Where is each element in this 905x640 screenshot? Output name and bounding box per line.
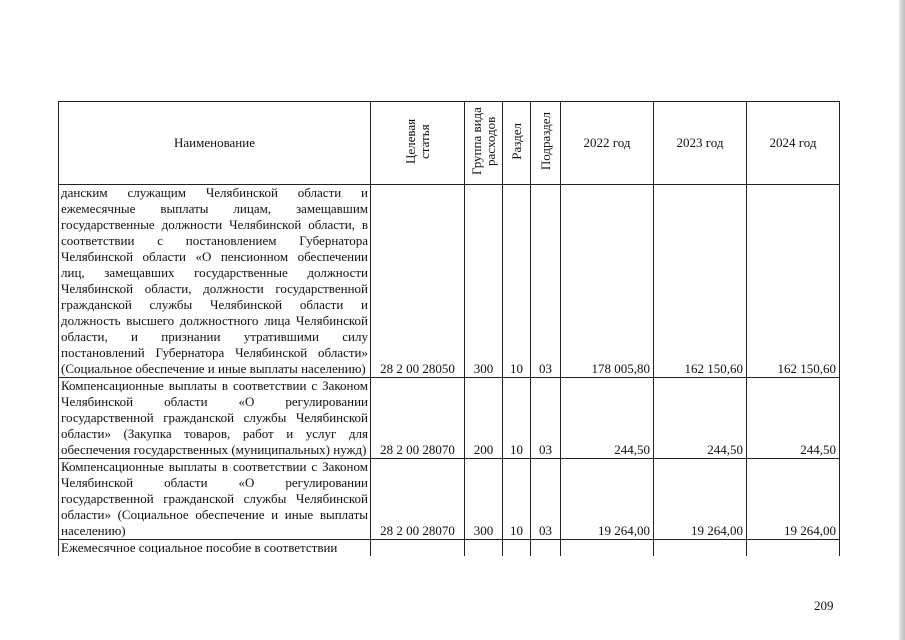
header-2022: 2022 год [561, 102, 654, 185]
header-2024: 2024 год [747, 102, 840, 185]
header-name: Наименование [59, 102, 371, 185]
row-target: 28 2 00 28070 [371, 378, 465, 459]
row-2022: 178 005,80 [561, 185, 654, 378]
row-2024 [747, 540, 840, 557]
row-name: Ежемесячное социальное пособие в соответствии [59, 540, 371, 557]
table-row [59, 378, 840, 459]
row-target [371, 540, 465, 557]
row-2024: 162 150,60 [747, 185, 840, 378]
row-name: данским служащим Челябинской области и ежемесячные выплаты лицам, замещавшим государственные должности Челябинской области, в соответствии с постановлением Губернатора Челябинской области «О пенсионном обеспечении лиц, замещавших государственные должности Челябинской области, должности государственной гражданской службы Челябинской области и должность высшего должностного лица Челябинской области, и признании утратившими силу постановлений Губернатора Челябинской области» (Социальное обеспечение и иные выплаты населению) [59, 185, 371, 378]
row-subsection [531, 540, 561, 557]
row-2023: 162 150,60 [654, 185, 747, 378]
row-name: Компенсационные выплаты в соответствии с Законом Челябинской области «О регулировании государственной гражданской службы Челябинской области» (Социальное обеспечение и иные выплаты населению) [59, 459, 371, 540]
row-name: Компенсационные выплаты в соответствии с Законом Челябинской области «О регулировании государственной гражданской службы Челябинской области» (Закупка товаров, работ и услуг для обеспечения государственных (муниципальных) нужд) [59, 378, 371, 459]
row-group: 300 [465, 185, 503, 378]
table-row [59, 459, 840, 540]
header-target: Целевая статья [371, 102, 465, 185]
row-2023: 19 264,00 [654, 459, 747, 540]
row-target: 28 2 00 28070 [371, 459, 465, 540]
row-group: 300 [465, 459, 503, 540]
header-subsection: Подраздел [531, 102, 561, 185]
row-section: 10 [503, 459, 531, 540]
row-2024: 244,50 [747, 378, 840, 459]
row-group [465, 540, 503, 557]
row-section [503, 540, 531, 557]
row-2022: 19 264,00 [561, 459, 654, 540]
row-section: 10 [503, 378, 531, 459]
table-row [59, 540, 840, 557]
page-number: 209 [814, 598, 834, 613]
row-2022 [561, 540, 654, 557]
header-section: Раздел [503, 102, 531, 185]
table-row [59, 185, 840, 378]
row-subsection: 03 [531, 378, 561, 459]
row-group: 200 [465, 378, 503, 459]
row-section: 10 [503, 185, 531, 378]
row-2023: 244,50 [654, 378, 747, 459]
row-target: 28 2 00 28050 [371, 185, 465, 378]
row-subsection: 03 [531, 185, 561, 378]
row-2023 [654, 540, 747, 557]
budget-table [58, 101, 840, 556]
row-subsection: 03 [531, 459, 561, 540]
row-2022: 244,50 [561, 378, 654, 459]
header-group: Группа вида расходов [465, 102, 503, 185]
page-edge [899, 0, 905, 640]
table-header-row [59, 102, 840, 185]
header-2023: 2023 год [654, 102, 747, 185]
row-2024: 19 264,00 [747, 459, 840, 540]
